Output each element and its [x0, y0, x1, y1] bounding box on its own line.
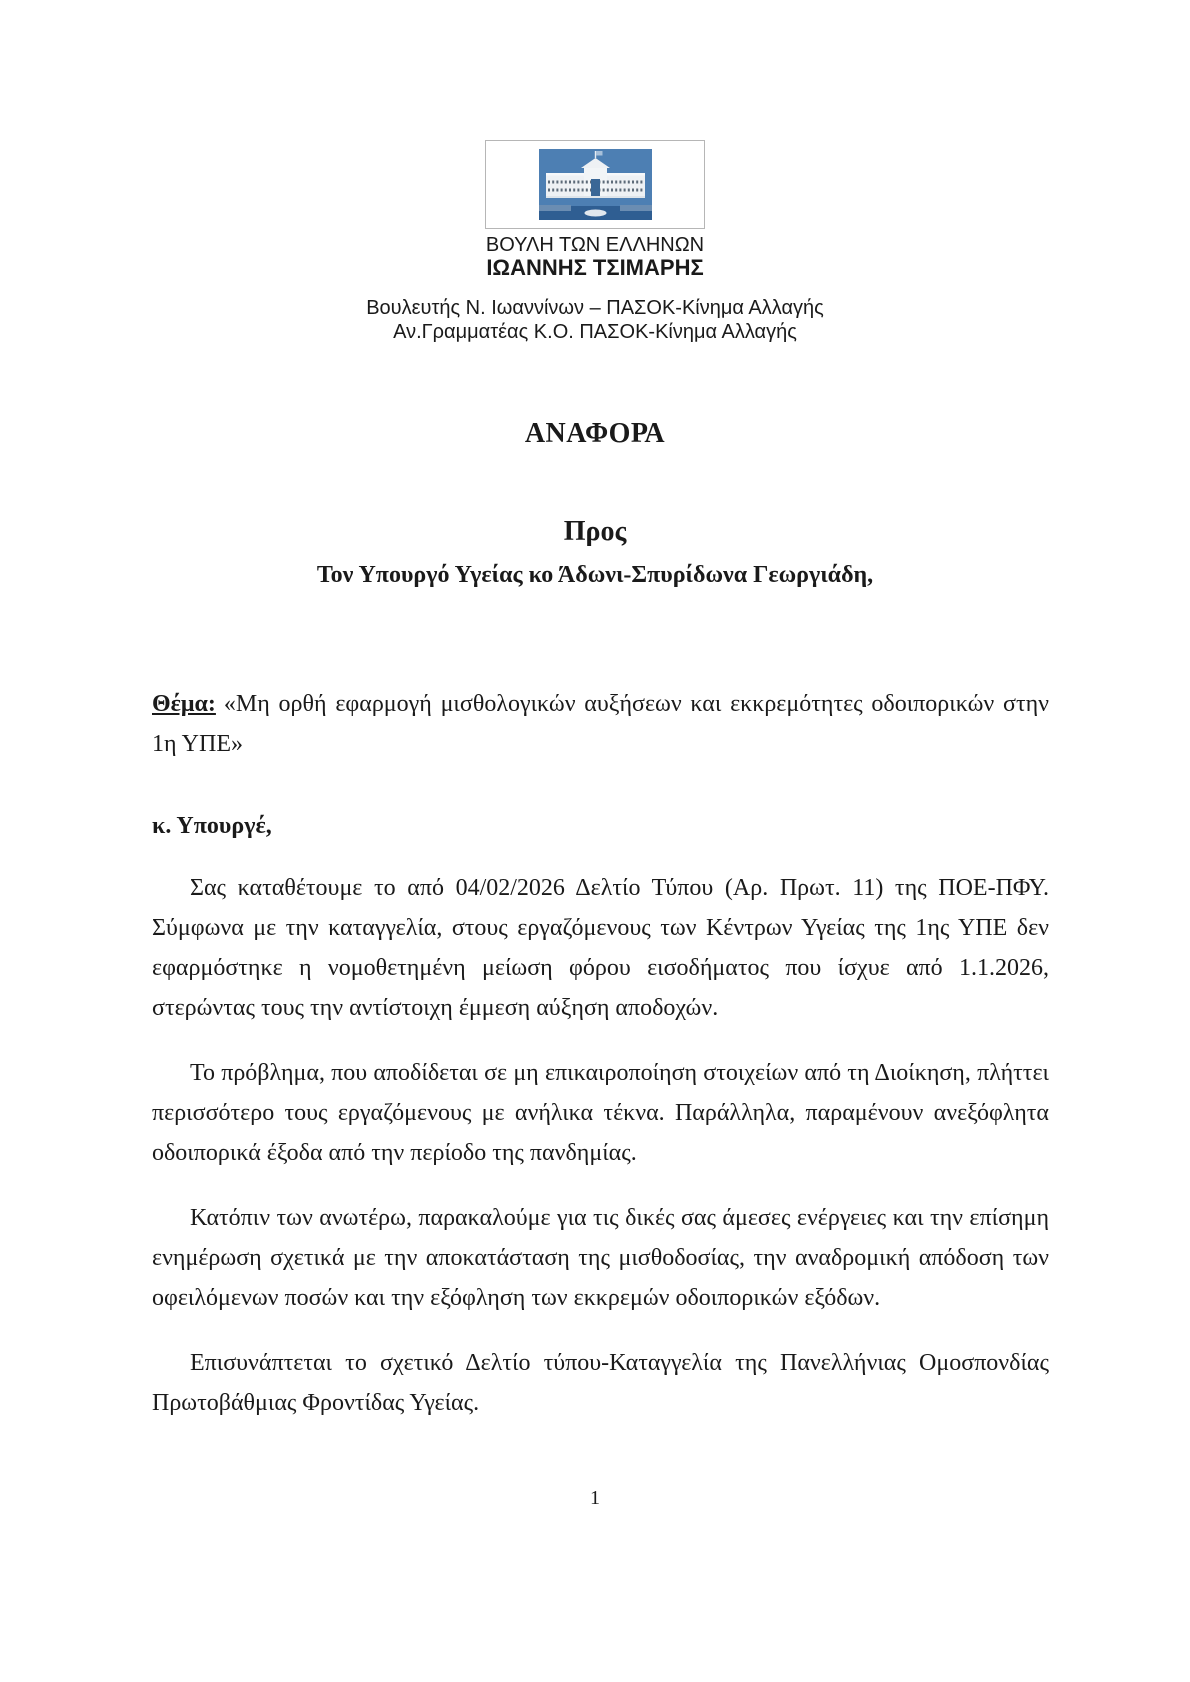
recipient-line: Τον Υπουργό Υγείας κο Άδωνι-Σπυρίδωνα Γεωργιάδη, — [316, 562, 874, 588]
subject-text: «Μη ορθή εφαρμογή μισθολογικών αυξήσεων και εκκρεμότητες οδοιπορικών στην 1η ΥΠΕ» — [152, 691, 1049, 757]
page-number: 1 — [590, 1487, 600, 1509]
parliament-logo — [485, 140, 705, 229]
institution-name: ΒΟΥΛΗ ΤΩΝ ΕΛΛΗΝΩΝ — [485, 234, 705, 256]
salutation: κ. Υπουργέ, — [152, 813, 272, 839]
body-paragraph: Το πρόβλημα, που αποδίδεται σε μη επικαιροποίηση στοιχείων από τη Διοίκηση, πλήττει περισσότερο τους εργαζόμενους με ανήλικα τέκνα. Παράλληλα, παραμένουν ανεξόφλητα οδοιπορικά έξοδα από την περίοδο της πανδημίας. — [152, 1060, 1049, 1166]
subject-label: Θέμα: — [152, 691, 216, 717]
letter-body — [152, 868, 1049, 1448]
body-paragraph: Σας καταθέτουμε το από 04/02/2026 Δελτίο Τύπου (Αρ. Πρωτ. 11) της ΠΟΕ-ΠΦΥ. Σύμφωνα με την καταγγελία, στους εργαζόμενους των Κέντρων Υγείας της 1ης ΥΠΕ δεν εφαρμόστηκε η νομοθετημένη μείωση φόρου εισοδήματος που ίσχυε από 1.1.2026, στερώντας τους την αντίστοιχη έμμεση αύξηση αποδοχών. — [152, 875, 1049, 1021]
document-title: ΑΝΑΦΟΡΑ — [524, 418, 666, 449]
subject-line — [152, 684, 1049, 764]
member-name: ΙΩΑΝΝΗΣ ΤΣΙΜΑΡΗΣ — [486, 255, 704, 280]
member-role-line1: Βουλευτής Ν. Ιωαννίνων – ΠΑΣΟΚ-Κίνημα Αλλαγής — [366, 297, 824, 319]
member-role-line2: Αν.Γραμματέας Κ.Ο. ΠΑΣΟΚ-Κίνημα Αλλαγής — [393, 321, 797, 343]
body-paragraph: Κατόπιν των ανωτέρω, παρακαλούμε για τις δικές σας άμεσες ενέργειες και την επίσημη ενημέρωση σχετικά με την αποκατάσταση της μισθοδοσίας, την αναδρομική απόδοση των οφειλόμενων ποσών και την εξόφληση των εκκρεμών οδοιπορικών εξόδων. — [152, 1205, 1049, 1311]
to-label: Προς — [563, 516, 627, 547]
body-paragraph: Επισυνάπτεται το σχετικό Δελτίο τύπου-Καταγγελία της Πανελλήνιας Ομοσπονδίας Πρωτοβάθμιας Φροντίδας Υγείας. — [152, 1350, 1049, 1416]
parliament-building-icon — [539, 149, 652, 220]
